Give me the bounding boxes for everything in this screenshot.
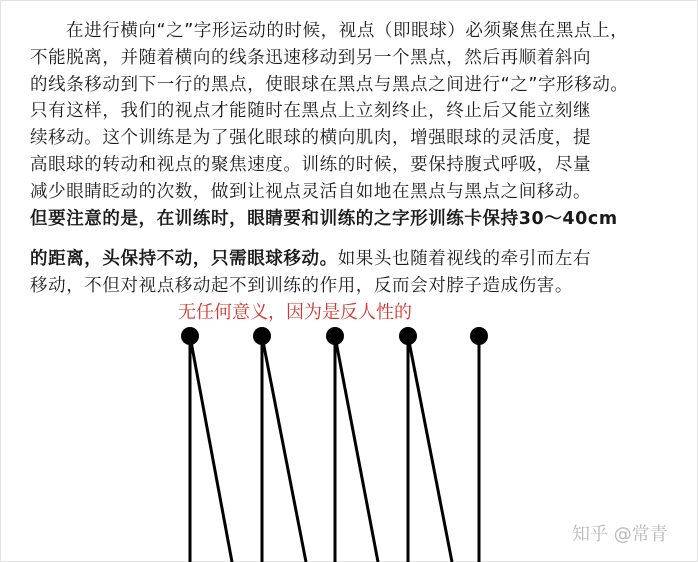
paragraph-line: 高眼球的转动和视点的聚焦速度。训练的时候，要保持腹式呼吸，尽量 (30, 154, 592, 175)
diagonal-line (190, 336, 232, 562)
paragraph-line: 在进行横向“之”字形运动的时候，视点（即眼球）必须聚焦在黑点上， (66, 21, 629, 41)
black-dot (253, 327, 271, 345)
black-dot (470, 327, 488, 345)
diagonal-line (335, 336, 378, 562)
bold-warning-text: 的距离，头保持不动，只需眼球移动。 (30, 249, 338, 270)
diagonal-line (262, 336, 306, 562)
paragraph-line: 减少眼睛眨动的次数，做到让视点灵活自如地在黑点与黑点之间移动。 (30, 181, 592, 202)
black-dot (326, 327, 344, 345)
paragraph-text: 如果头也随着视线的牵引而左右 (337, 249, 592, 270)
paragraph-line: 移动，不但对视点移动起不到训练的作用，反而会对脖子造成伤害。 (30, 276, 573, 297)
zhihu-watermark: 知乎 @常青 (572, 524, 668, 545)
paragraph-line: 续移动。这个训练是为了强化眼球的横向肌肉，增强眼球的灵活度，提 (30, 128, 592, 149)
red-annotation: 无任何意义，因为是反人性的 (178, 302, 412, 323)
diagonal-line (408, 336, 452, 562)
paragraph-line: 不能脱离，并随着横向的线条迅速移动到另一个黑点，然后再顺着斜向 (30, 47, 592, 68)
black-dot (399, 327, 417, 345)
paragraph-line: 的线条移动到下一行的黑点，使眼球在黑点与黑点之间进行“之”字形移动。 (30, 74, 629, 95)
paragraph-line: 只有这样，我们的视点才能随时在黑点上立刻终止，终止后又能立刻继 (30, 101, 592, 122)
bold-warning-line: 但要注意的是，在训练时，眼睛要和训练的之字形训练卡保持30～40cm (30, 208, 618, 229)
black-dot (181, 327, 199, 345)
